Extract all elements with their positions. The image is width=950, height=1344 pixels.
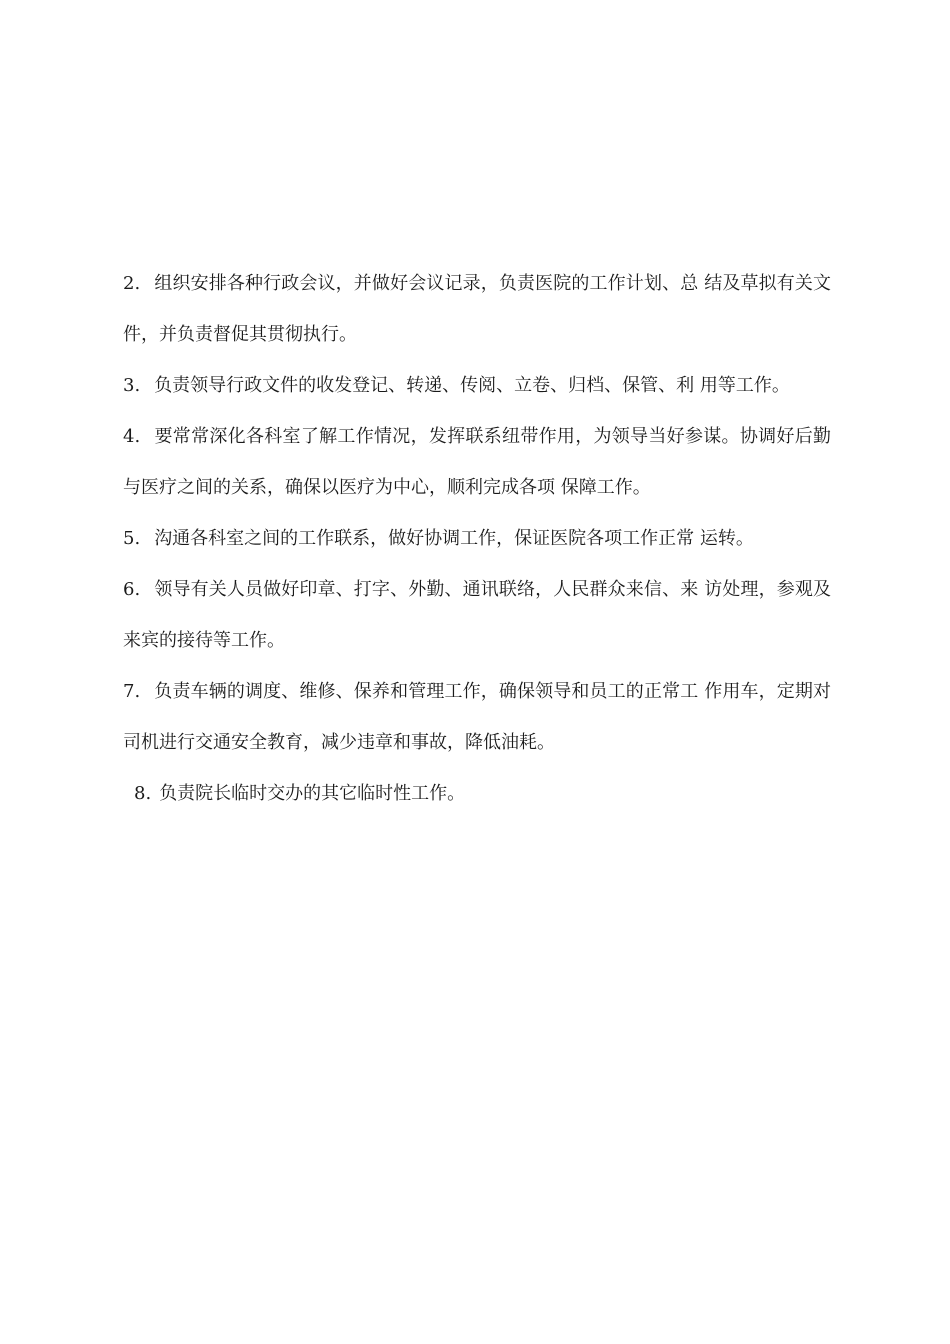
item-number: 7. bbox=[123, 681, 141, 702]
item-text: 沟通各科室之间的工作联系，做好协调工作，保证医院各项工作正常 运转。 bbox=[154, 528, 754, 549]
list-item bbox=[123, 768, 831, 819]
list-item bbox=[123, 666, 831, 768]
list-item bbox=[123, 258, 831, 360]
duty-list bbox=[123, 258, 831, 819]
item-number: 2. bbox=[123, 273, 141, 294]
item-text: 组织安排各种行政会议，并做好会议记录，负责医院的工作计划、总 结及草拟有关文件，并负责督促其贯彻执行。 bbox=[123, 273, 831, 345]
item-number: 5. bbox=[123, 528, 141, 549]
list-item bbox=[123, 360, 831, 411]
item-text: 负责院长临时交办的其它临时性工作。 bbox=[159, 783, 466, 804]
list-item bbox=[123, 411, 831, 513]
item-text: 领导有关人员做好印章、打字、外勤、通讯联络，人民群众来信、来 访处理，参观及来宾的接待等工作。 bbox=[123, 579, 831, 651]
item-text: 要常常深化各科室了解工作情况，发挥联系纽带作用，为领导当好参谋。协调好后勤与医疗之间的关系，确保以医疗为中心，顺利完成各项 保障工作。 bbox=[123, 426, 831, 498]
item-number: 4. bbox=[123, 426, 141, 447]
item-text: 负责车辆的调度、维修、保养和管理工作，确保领导和员工的正常工 作用车，定期对司机进行交通安全教育，减少违章和事故，降低油耗。 bbox=[123, 681, 831, 753]
item-number: 6. bbox=[123, 579, 141, 600]
item-number: 3. bbox=[123, 375, 141, 396]
item-number: 8. bbox=[134, 783, 152, 804]
item-text: 负责领导行政文件的收发登记、转递、传阅、立卷、归档、保管、利 用等工作。 bbox=[154, 375, 790, 396]
list-item bbox=[123, 564, 831, 666]
list-item bbox=[123, 513, 831, 564]
